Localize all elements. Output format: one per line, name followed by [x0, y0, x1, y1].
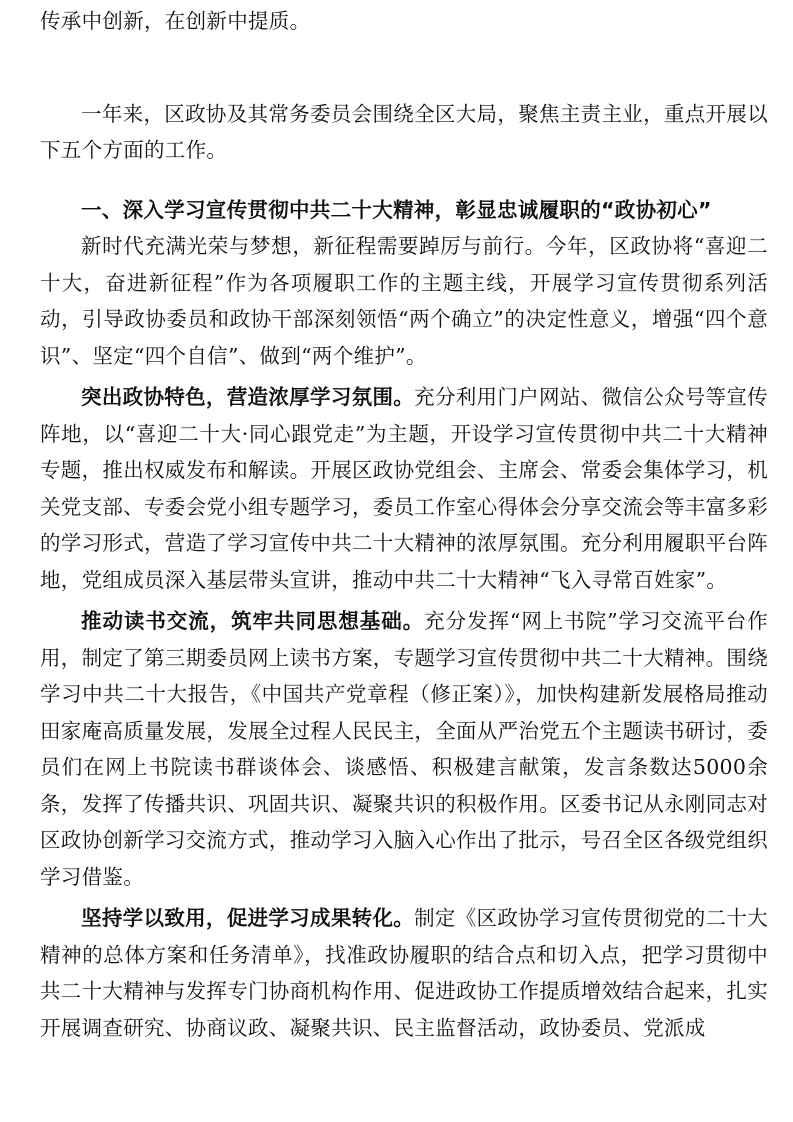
- paragraph-body: 充分发挥“网上书院”学习交流平台作用，制定了第三期委员网上读书方案，专题学习宣传贯彻中共二十大精神。围绕学习中共二十大报告，《中国共产党章程（修正案）》，加快构建新发展格局推动田家庵高质量发展，发展全过程人民民主，全面从严治党五个主题读书研讨，委员们在网上书院读书群谈体会、谈感悟、积极建言献策，发言条数达5000余条，发挥了传播共识、巩固共识、凝聚共识的积极作用。区委书记从永刚同志对区政协创新学习交流方式，推动学习入脑入心作出了批示，号召全区各级党组织学习借鉴。: [40, 609, 768, 889]
- intro-paragraph: 一年来，区政协及其常务委员会围绕全区大局，聚焦主责主业，重点开展以下五个方面的工作。: [40, 101, 768, 162]
- paragraph-title: 推动读书交流，筑牢共同思想基础。: [81, 609, 425, 633]
- section-heading: 一、深入学习宣传贯彻中共二十大精神，彰显忠诚履职的“政协初心”: [81, 197, 712, 222]
- section-lead-paragraph: 新时代充满光荣与梦想，新征程需要踔厉与前行。今年，区政协将“喜迎二十大，奋进新征程”作为各项履职工作的主题主线，开展学习宣传贯彻系列活动，引导政协委员和政协干部深刻领悟“两个确立”的决定性意义，增强“四个意识”、坚定“四个自信”、做到“两个维护”。: [40, 234, 768, 368]
- continued-fragment: 传承中创新，在创新中提质。: [40, 9, 311, 33]
- body-paragraph: [40, 900, 768, 1046]
- paragraph-title: 突出政协特色，营造浓厚学习氛围。: [81, 385, 415, 409]
- body-paragraph: [40, 379, 768, 598]
- paragraph-body: 制定《区政协学习宣传贯彻党的二十大精神的总体方案和任务清单》，找准政协履职的结合点和切入点，把学习贯彻中共二十大精神与发挥专门协商机构作用、促进政协工作提质增效结合起来，扎实开展调查研究、协商议政、凝聚共识、民主监督活动，政协委员、党派成: [40, 906, 768, 1040]
- paragraph-body: 充分利用门户网站、微信公众号等宣传阵地，以“喜迎二十大·同心跟党走”为主题，开设学习宣传贯彻中共二十大精神专题，推出权威发布和解读。开展区政协党组会、主席会、常委会集体学习，机关党支部、专委会党小组专题学习，委员工作室心得体会分享交流会等丰富多彩的学习形式，营造了学习宣传中共二十大精神的浓厚氛围。充分利用履职平台阵地，党组成员深入基层带头宣讲，推动中共二十大精神“飞入寻常百姓家”。: [40, 385, 768, 592]
- document-page: [40, 0, 768, 1046]
- body-paragraph: [40, 603, 768, 895]
- paragraph-title: 坚持学以致用，促进学习成果转化。: [81, 906, 415, 930]
